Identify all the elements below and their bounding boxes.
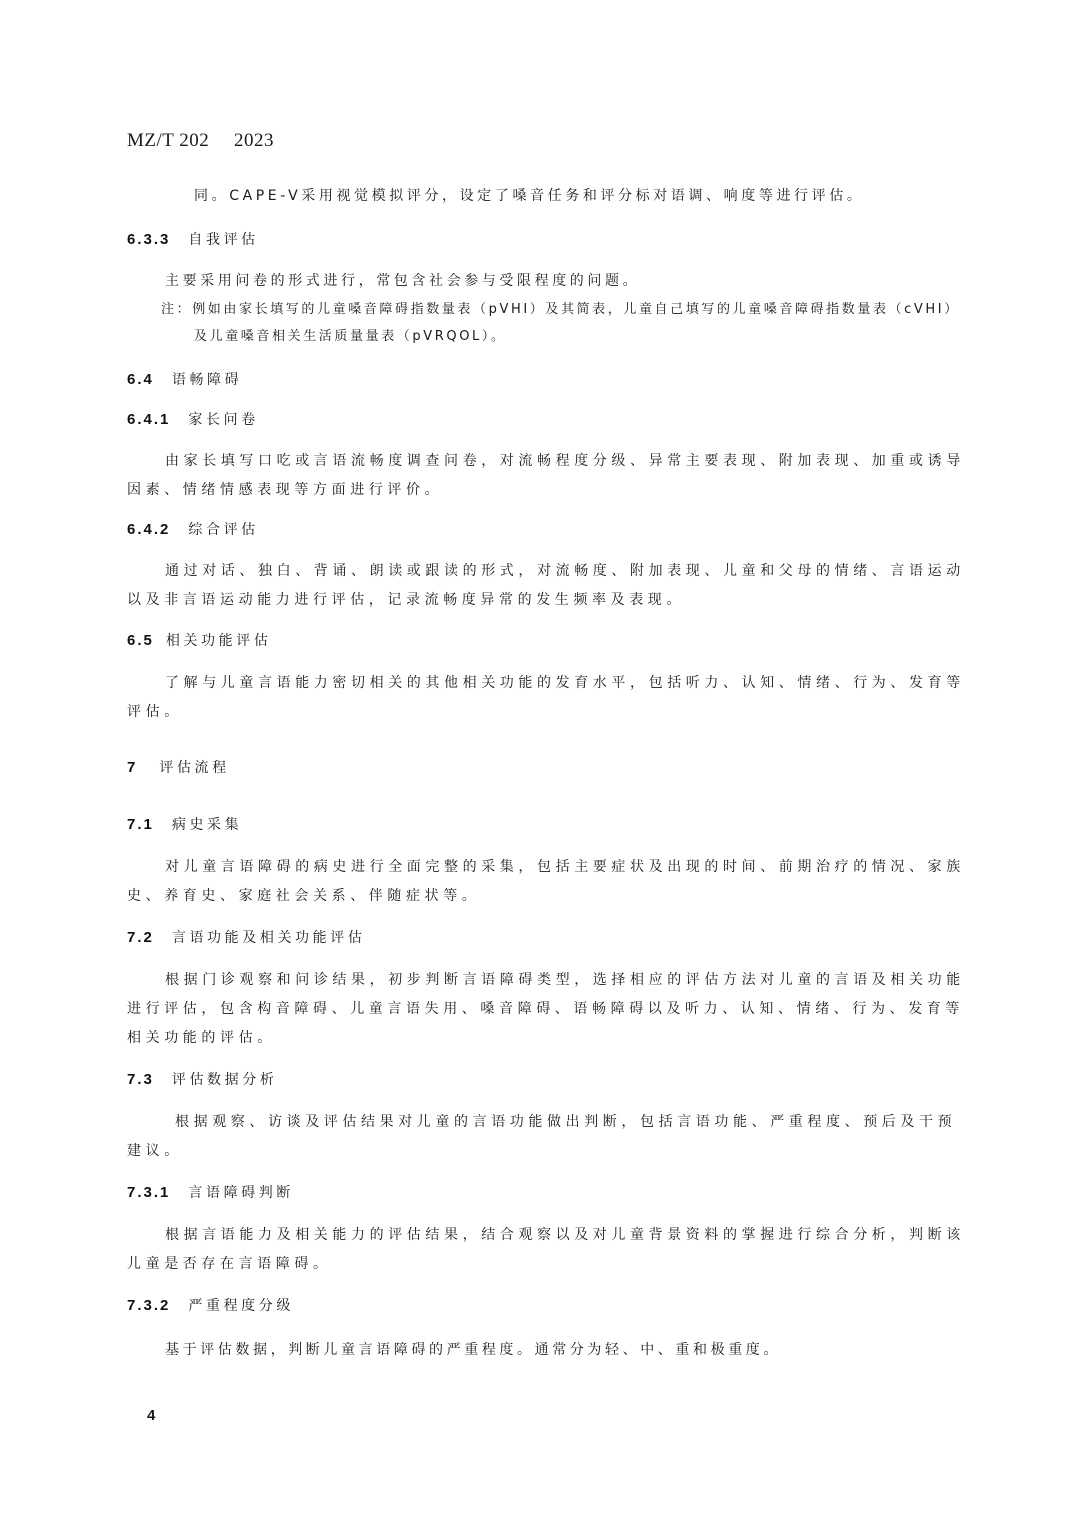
section-title: 病史采集	[171, 817, 243, 833]
heading-6-4-2	[127, 519, 259, 539]
section-number: 7.2	[127, 929, 154, 946]
paragraph-7-3-2: 基于评估数据，判断儿童言语障碍的严重程度。通常分为轻、中、重和极重度。	[165, 1342, 781, 1358]
document-id: MZ/T 202 2023	[127, 130, 275, 151]
heading-6-4	[127, 369, 242, 389]
section-number: 6.4.1	[127, 411, 171, 428]
section-number: 6.4.2	[127, 521, 171, 538]
section-number: 7	[127, 759, 138, 776]
heading-7-3-2	[127, 1295, 294, 1315]
section-number: 6.5	[127, 632, 154, 649]
paragraph-continued: 同。CAPE-V采用视觉模拟评分，设定了嗓音任务和评分标对语调、响度等进行评估。	[194, 188, 865, 204]
paragraph-7-1: 对儿童言语障碍的病史进行全面完整的采集，包括主要症状及出现的时间、前期治疗的情况、家族史、养育史、家庭社会关系、伴随症状等。	[127, 859, 965, 904]
heading-7-1	[127, 814, 242, 834]
section-number: 7.3.1	[127, 1184, 171, 1201]
paragraph-6-3-3: 主要采用问卷的形式进行，常包含社会参与受限程度的问题。	[165, 273, 641, 289]
heading-6-5	[127, 630, 271, 650]
section-title: 言语障碍判断	[188, 1185, 294, 1201]
page-number: 4	[147, 1407, 156, 1424]
section-title: 评估数据分析	[171, 1072, 278, 1088]
section-number: 7.1	[127, 816, 154, 833]
section-title: 相关功能评估	[165, 633, 272, 649]
section-title: 家长问卷	[188, 412, 259, 428]
section-title: 言语功能及相关功能评估	[171, 930, 366, 946]
paragraph-6-4-1: 由家长填写口吃或言语流畅度调查问卷，对流畅程度分级、异常主要表现、附加表现、加重或诱导因素、情绪情感表现等方面进行评价。	[127, 453, 965, 498]
heading-7-2	[127, 927, 365, 947]
section-number: 7.3.2	[127, 1297, 171, 1314]
paragraph-7-2: 根据门诊观察和问诊结果，初步判断言语障碍类型，选择相应的评估方法对儿童的言语及相关功能进行评估，包含构音障碍、儿童言语失用、嗓音障碍、语畅障碍以及听力、认知、情绪、行为、发育等相关功能的评估。	[127, 972, 965, 1046]
paragraph-7-3: 根据观察、访谈及评估结果对儿童的言语功能做出判断，包括言语功能、严重程度、预后及干预建议。	[127, 1114, 957, 1159]
heading-6-4-1	[127, 409, 259, 429]
heading-7-3-1	[127, 1182, 294, 1202]
section-title: 严重程度分级	[188, 1298, 294, 1314]
note-6-3-3	[161, 296, 971, 350]
paragraph-7-3-1: 根据言语能力及相关能力的评估结果，结合观察以及对儿童背景资料的掌握进行综合分析，判断该儿童是否存在言语障碍。	[127, 1227, 965, 1272]
section-number: 6.4	[127, 371, 154, 388]
section-title: 评估流程	[159, 760, 230, 776]
note-line-1: 注：例如由家长填写的儿童嗓音障碍指数量表（pVHI）及其简表，儿童自己填写的儿童嗓音障碍指数量表（cVHI）	[161, 302, 960, 317]
section-number: 6.3.3	[127, 231, 171, 248]
section-title: 自我评估	[188, 232, 259, 248]
heading-7-3	[127, 1069, 277, 1089]
section-number: 7.3	[127, 1071, 154, 1088]
heading-6-3-3	[127, 229, 259, 249]
heading-7	[127, 757, 230, 777]
note-line-2: 及儿童嗓音相关生活质量量表（pVRQOL）。	[194, 329, 507, 344]
paragraph-6-5: 了解与儿童言语能力密切相关的其他相关功能的发育水平，包括听力、认知、情绪、行为、发育等评估。	[127, 675, 965, 720]
section-title: 语畅障碍	[171, 372, 243, 388]
paragraph-6-4-2: 通过对话、独白、背诵、朗读或跟读的形式，对流畅度、附加表现、儿童和父母的情绪、言语运动以及非言语运动能力进行评估，记录流畅度异常的发生频率及表现。	[127, 563, 965, 608]
section-title: 综合评估	[188, 522, 259, 538]
